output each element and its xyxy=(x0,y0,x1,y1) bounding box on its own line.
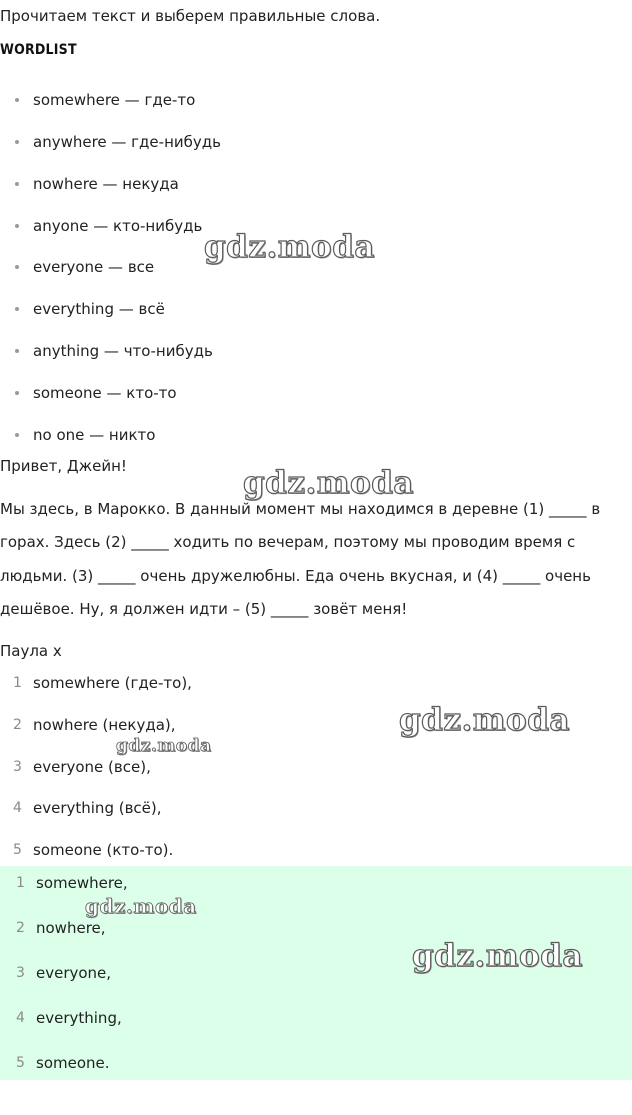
bullet-icon xyxy=(15,391,19,395)
bullet-icon xyxy=(15,349,19,353)
item-number: 4 xyxy=(16,1010,25,1026)
letter-signature: Паула х xyxy=(0,642,62,660)
item-text: someone (кто-то). xyxy=(33,841,174,859)
item-text: nowhere (некуда), xyxy=(33,716,176,734)
watermark: gdz.moda xyxy=(204,229,375,265)
list-item-text: anything — что-нибудь xyxy=(33,342,213,360)
list-item-text: anywhere — где-нибудь xyxy=(33,133,221,151)
intro-text: Прочитаем текст и выберем правильные слова. xyxy=(0,7,381,25)
item-number: 3 xyxy=(13,759,22,775)
watermark: gdz.moda xyxy=(116,736,212,756)
watermark: gdz.moda xyxy=(243,465,414,501)
item-number: 5 xyxy=(13,842,22,858)
wordlist-heading: WORDLIST xyxy=(0,42,77,58)
letter-line: дешёвое. Ну, я должен идти – (5) _____ зовёт меня! xyxy=(0,600,408,618)
list-item-text: someone — кто-то xyxy=(33,384,177,402)
list-item-text: nowhere — некуда xyxy=(33,175,179,193)
item-text: everyone (все), xyxy=(33,758,151,776)
letter-line: горах. Здесь (2) _____ ходить по вечерам, поэтому мы проводим время с xyxy=(0,533,576,551)
letter-line: Мы здесь, в Марокко. В данный момент мы находимся в деревне (1) _____ в xyxy=(0,500,601,518)
bullet-icon xyxy=(15,182,19,186)
bullet-icon xyxy=(15,307,19,311)
bullet-icon xyxy=(15,224,19,228)
item-number: 3 xyxy=(16,965,25,981)
list-item-text: everything — всё xyxy=(33,300,165,318)
item-number: 2 xyxy=(16,920,25,936)
item-text: nowhere, xyxy=(36,919,106,937)
letter-greeting: Привет, Джейн! xyxy=(0,457,127,475)
list-item xyxy=(0,383,177,403)
list-item xyxy=(0,341,213,361)
watermark: gdz.moda xyxy=(399,702,570,738)
bullet-icon xyxy=(15,433,19,437)
item-number: 4 xyxy=(13,800,22,816)
bullet-icon xyxy=(15,98,19,102)
list-item xyxy=(0,132,221,152)
item-text: everything (всё), xyxy=(33,799,162,817)
bullet-icon xyxy=(15,265,19,269)
watermark: gdz.moda xyxy=(85,894,197,918)
answer-box xyxy=(0,866,632,1080)
item-number: 1 xyxy=(16,875,25,891)
list-item xyxy=(0,299,165,319)
list-item xyxy=(0,425,155,445)
item-number: 1 xyxy=(13,675,22,691)
item-text: everyone, xyxy=(36,964,112,982)
item-text: somewhere, xyxy=(36,874,128,892)
item-text: somewhere (где-то), xyxy=(33,674,192,692)
item-number: 2 xyxy=(13,717,22,733)
item-text: everything, xyxy=(36,1009,122,1027)
item-number: 5 xyxy=(16,1055,25,1071)
list-item-text: somewhere — где-то xyxy=(33,91,196,109)
bullet-icon xyxy=(15,140,19,144)
list-item xyxy=(0,90,195,110)
list-item xyxy=(0,174,179,194)
item-text: someone. xyxy=(36,1054,110,1072)
list-item-text: no one — никто xyxy=(33,426,156,444)
list-item xyxy=(0,216,202,236)
list-item-text: anyone — кто-нибудь xyxy=(33,217,203,235)
watermark: gdz.moda xyxy=(412,938,583,974)
letter-line: людьми. (3) _____ очень дружелюбны. Еда очень вкусная, и (4) _____ очень xyxy=(0,567,591,585)
list-item-text: everyone — все xyxy=(33,258,155,276)
list-item xyxy=(0,257,154,277)
